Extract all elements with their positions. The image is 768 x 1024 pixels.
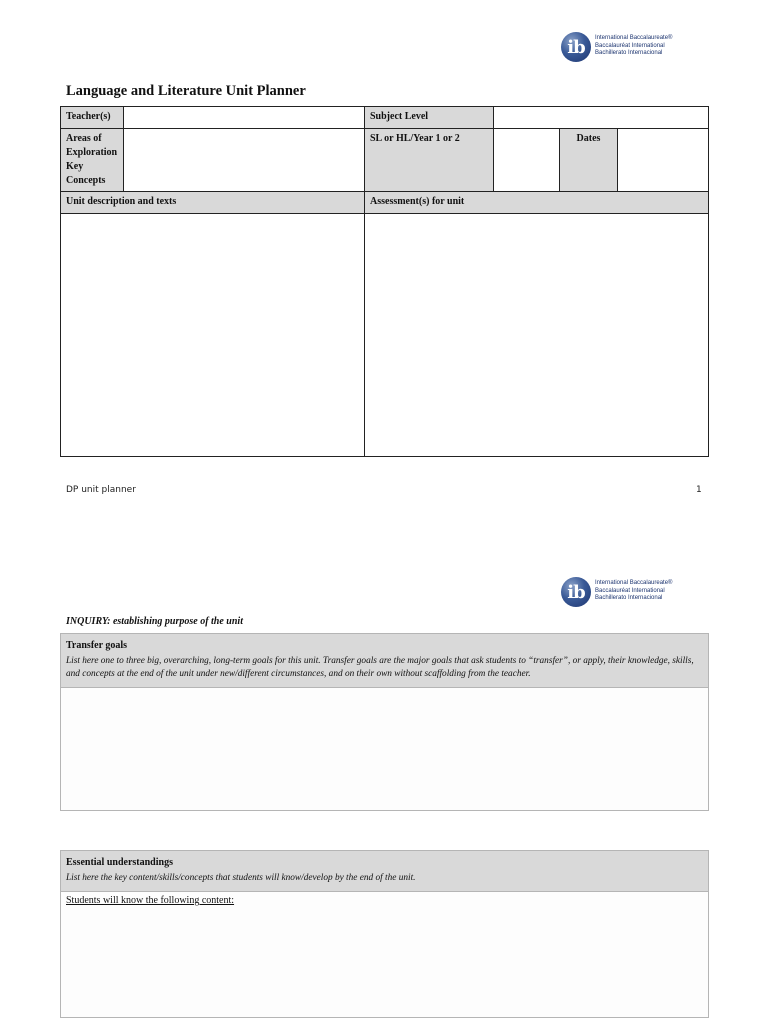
assessment-label: Assessment(s) for unit: [365, 192, 709, 214]
ib-logo: [561, 30, 673, 66]
unit-description-field[interactable]: [61, 214, 365, 457]
transfer-goals-heading: Transfer goals: [66, 640, 128, 651]
subject-level-label: Subject Level: [365, 107, 494, 129]
sl-hl-field[interactable]: [494, 129, 560, 192]
assessment-field[interactable]: [365, 214, 709, 457]
dates-field[interactable]: [618, 129, 709, 192]
subject-level-field[interactable]: [494, 107, 709, 129]
sl-hl-label: SL or HL/Year 1 or 2: [365, 129, 494, 192]
ib-logo-line: International Baccalaureate®: [595, 580, 673, 586]
ib-logo-line: Baccalauréat International: [595, 42, 665, 49]
areas-field[interactable]: [124, 129, 365, 192]
areas-label: Areas of Exploration Key Concepts: [61, 129, 124, 192]
teachers-field[interactable]: [124, 107, 365, 129]
ib-logo: [561, 575, 673, 611]
ib-logo-line: Bachillerato Internacional: [595, 50, 663, 56]
essential-understandings-heading: Essential understandings: [66, 857, 173, 868]
transfer-goals-field[interactable]: [61, 688, 708, 806]
page-number: 1: [696, 485, 702, 495]
ib-logo-text: [595, 35, 672, 58]
essential-understandings-field[interactable]: [61, 892, 708, 1016]
essential-understandings-instructions: List here the key content/skills/concepts that students will know/develop by the end of the unit.: [66, 873, 416, 883]
transfer-goals-header: [61, 634, 708, 688]
ib-logo-line: International Baccalaureate®: [595, 35, 673, 41]
essential-understandings-box: [60, 850, 709, 1018]
teachers-label: Teacher(s): [61, 107, 124, 129]
ib-logo-line: Baccalauréat International: [595, 587, 665, 594]
page-title: Language and Literature Unit Planner: [66, 83, 306, 99]
essential-understandings-header: [61, 851, 708, 892]
unit-description-label: Unit description and texts: [61, 192, 365, 214]
ib-logo-mark: ib: [561, 577, 591, 607]
footer-label: DP unit planner: [66, 485, 136, 495]
unit-planner-table: [60, 106, 709, 457]
transfer-goals-instructions: List here one to three big, overarching, long-term goals for this unit. Transfer goals are the major goals that ask students to “transfer”, or apply, their knowledge, skills, and concepts at the end of the unit under new/different circumstances, and on their own without scaffolding from the teacher.: [66, 656, 694, 679]
ib-logo-line: Bachillerato Internacional: [595, 595, 663, 601]
inquiry-heading: INQUIRY: establishing purpose of the unit: [66, 616, 243, 627]
ib-logo-mark: ib: [561, 32, 591, 62]
dates-label: Dates: [560, 129, 618, 192]
content-label: Students will know the following content:: [66, 895, 235, 906]
ib-logo-text: [595, 580, 672, 603]
transfer-goals-box: [60, 633, 709, 811]
